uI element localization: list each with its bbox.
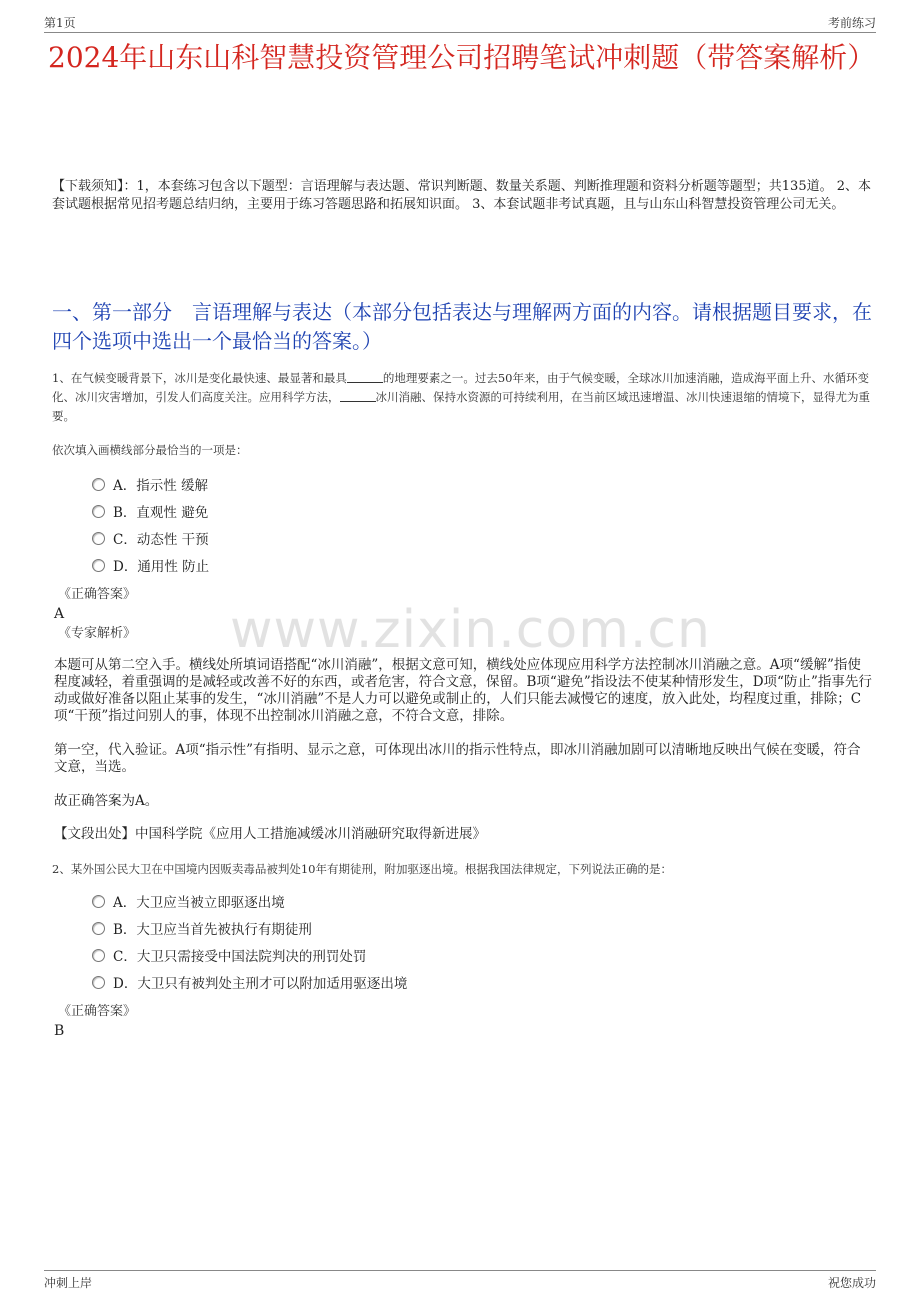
radio-icon[interactable] bbox=[92, 478, 105, 491]
q1-option-c[interactable]: C．动态性 干预 bbox=[92, 531, 209, 549]
q1-option-b[interactable]: B．直观性 避免 bbox=[92, 504, 208, 522]
q2-option-a[interactable]: A．大卫应当被立即驱逐出境 bbox=[92, 894, 285, 912]
q2-option-c[interactable]: C．大卫只需接受中国法院判决的刑罚处罚 bbox=[92, 948, 366, 966]
q2-option-b[interactable]: B．大卫应当首先被执行有期徒刑 bbox=[92, 921, 312, 939]
footer-right: 祝您成功 bbox=[827, 1276, 876, 1290]
radio-icon[interactable] bbox=[92, 922, 105, 935]
q1-analysis-para: 本题可从第二空入手。横线处所填词语搭配“冰川消融”，根据文意可知，横线处应体现应用科学方法控制冰川消融之意。A项“缓解”指使程度减轻，着重强调的是减轻或改善不好的东西，或者危害，符合文意，保留。B项“避免”指设法不使某种情形发生，D项“防止”指事先行动或做好准备以阻止某事的发生，“冰川消融”不是人力可以避免或制止的，人们只能去减慢它的速度，放入此处，均程度过重，排除；C项“干预”指过问别人的事，体现不出控制冰川消融之意，不符合文意，排除。 bbox=[54, 657, 872, 724]
radio-icon[interactable] bbox=[92, 559, 105, 572]
q1-analysis-para: 第一空，代入验证。A项“指示性”有指明、显示之意，可体现出冰川的指示性特点，即冰川消融加剧可以清晰地反映出气候在变暖，符合文意，当选。 bbox=[54, 742, 861, 775]
q2-option-d[interactable]: D．大卫只有被判处主刑才可以附加适用驱逐出境 bbox=[92, 975, 407, 993]
q1-source: 【文段出处】中国科学院《应用人工措施减缓冰川消融研究取得新进展》 bbox=[54, 826, 486, 842]
page-footer bbox=[44, 1270, 876, 1291]
radio-icon[interactable] bbox=[92, 949, 105, 962]
download-notice: 【下载须知】：1，本套练习包含以下题型：言语理解与表达题、常识判断题、数量关系题、判断推理题和资料分析题等题型；共135道。 2、本套试题根据常见招考题总结归纳，主要用于练习答题思路和拓展知识面。 3、本套试题非考试真题，且与山东山科智慧投资管理公司无关。 bbox=[52, 179, 871, 212]
footer-left: 冲刺上岸 bbox=[44, 1276, 93, 1290]
radio-icon[interactable] bbox=[92, 532, 105, 545]
q1-answer-label: 《正确答案》 bbox=[58, 587, 137, 602]
q1-analysis-label: 《专家解析》 bbox=[58, 626, 137, 641]
q2-answer-label: 《正确答案》 bbox=[58, 1004, 137, 1019]
page-header bbox=[44, 12, 876, 33]
page-number: 第1页 bbox=[44, 16, 76, 30]
fill-blank bbox=[347, 371, 383, 383]
radio-icon[interactable] bbox=[92, 505, 105, 518]
question-1-prompt: 依次填入画横线部分最恰当的一项是： bbox=[52, 443, 248, 457]
radio-icon[interactable] bbox=[92, 976, 105, 989]
header-tag: 考前练习 bbox=[827, 16, 876, 30]
document-title: 2024年山东山科智慧投资管理公司招聘笔试冲刺题（带答案解析） bbox=[48, 41, 876, 74]
q1-analysis-conclusion: 故正确答案为A。 bbox=[54, 793, 159, 809]
fill-blank bbox=[340, 390, 376, 402]
q1-option-d[interactable]: D．通用性 防止 bbox=[92, 558, 209, 576]
radio-icon[interactable] bbox=[92, 895, 105, 908]
section-heading: 一、第一部分 言语理解与表达（本部分包括表达与理解两方面的内容。请根据题目要求，在四个选项中选出一个最恰当的答案。） bbox=[52, 300, 872, 353]
question-2-text: 2、某外国公民大卫在中国境内因贩卖毒品被判处10年有期徒刑，附加驱逐出境。根据我国法律规定，下列说法正确的是： bbox=[52, 862, 672, 876]
watermark: www.zixin.com.cn bbox=[230, 600, 711, 660]
q2-answer: B bbox=[54, 1023, 65, 1039]
q1-option-a[interactable]: A．指示性 缓解 bbox=[92, 477, 208, 495]
q1-answer: A bbox=[54, 606, 65, 622]
question-1-text: 1、在气候变暖背景下，冰川是变化最快速、最显著和最具 的地理要素之一。过去50年来，由于气候变暖，全球冰川加速消融，造成海平面上升、水循环变化、冰川灾害增加，引发人们高度关注。应用科学方法， 冰川消融、保持水资源的可持续利用，在当前区域迅速增温、冰川快速退缩的情境下，显得尤为重要。 bbox=[52, 371, 870, 423]
